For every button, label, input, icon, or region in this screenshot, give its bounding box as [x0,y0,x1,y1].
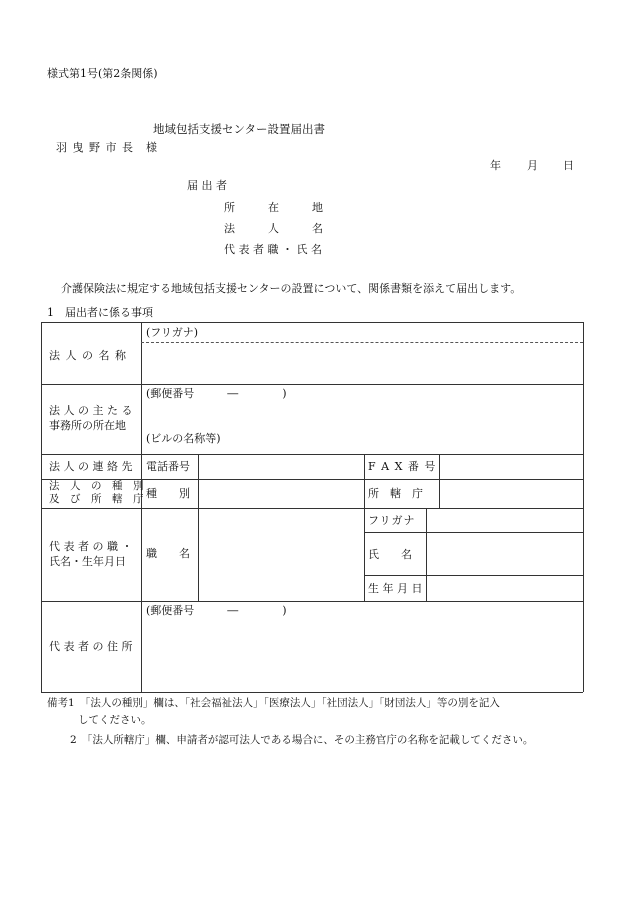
furigana-label: フリガナ [368,514,416,527]
form-number: 様式第1号(第2条関係) [47,67,158,80]
corp-name-field[interactable] [142,344,582,383]
rep-address-label: 代 表 者 の 住 所 [49,640,133,653]
notifier-location-label: 所 在 地 [224,201,323,214]
rep-postal-label: (郵便番号 ― ) [146,604,287,617]
note2: 2 「法人所轄庁」欄、申請者が認可法人である場合に、その主務官庁の名称を記載してください。 [70,734,534,746]
rep-label-1: 代 表 者 の 職 ・ [49,540,133,553]
addressee: 羽 曳 野 市 長 様 [56,141,158,154]
phone-label: 電話番号 [146,460,190,473]
rep-label-2: 氏名・生年月日 [49,555,126,568]
furigana-field[interactable] [428,509,582,531]
birthdate-field[interactable] [428,576,582,600]
fax-field[interactable] [441,455,582,478]
document-title: 地域包括支援センター設置届出書 [153,122,326,136]
authority-label: 所 轄 庁 [368,487,423,500]
birthdate-label: 生 年 月 日 [368,582,423,595]
note1-line1: 備考1 「法人の種別」欄は、「社会福祉法人」「医療法人」「社団法人」「財団法人」等の別を記入 [47,697,500,709]
main-office-label-1: 法 人 の 主 た る [49,404,133,417]
type-label-2: 及 び 所 轄 庁 [49,493,144,505]
authority-field[interactable] [441,480,582,507]
building-name-label: (ビルの名称等) [146,432,221,445]
intro-text: 介護保険法に規定する地域包括支援センターの設置について、関係書類を添えて届出します。 [61,282,522,295]
name-label: 氏 名 [368,548,412,561]
corp-name-label: 法 人 の 名 称 [49,349,127,362]
date-day-label: 日 [563,159,574,172]
name-field[interactable] [428,533,582,574]
notifier-label: 届 出 者 [187,179,227,192]
main-office-label-2: 事務所の所在地 [49,419,126,432]
notifier-rep-label: 代 表 者 職 ・ 氏 名 [224,243,322,256]
position-field[interactable] [200,509,363,600]
phone-field[interactable] [200,455,363,478]
note1-line2: してください。 [78,714,152,726]
date-month-label: 月 [527,159,538,172]
kind-label: 種 別 [146,487,190,500]
postal-code-label: (郵便番号 ― ) [146,387,287,400]
kind-field[interactable] [200,480,363,507]
date-year-label: 年 [490,159,501,172]
rep-address-field[interactable] [142,620,582,691]
section-title: 1 届出者に係る事項 [47,306,153,319]
position-label: 職 名 [146,547,190,560]
contact-label: 法 人 の 連 絡 先 [49,460,133,473]
type-label-1: 法 人 の 種 別 [49,480,144,492]
furigana-paren: (フリガナ) [146,326,199,339]
fax-label: F A X 番 号 [368,460,437,473]
notifier-corp-name-label: 法 人 名 [224,222,323,235]
